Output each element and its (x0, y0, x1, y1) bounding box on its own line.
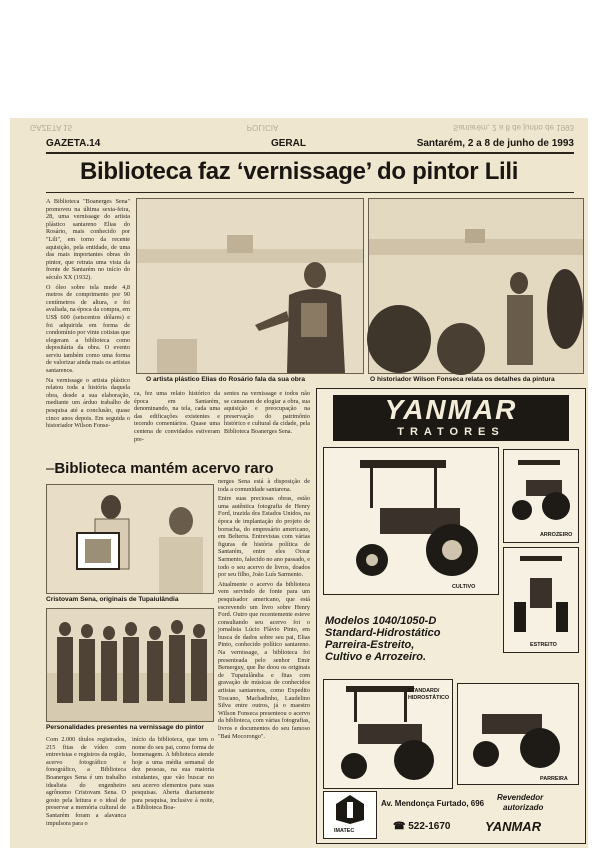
article-column-3: sentes na vernissage e todos não se cansaram de elogiar a obra, sua aquisição e preocupação na preservação do patrimônio histórico e cultural da cidade, pela Biblioteca Boanerges Sena. (224, 390, 310, 435)
models-line-2: Standard-Hidrostático (325, 627, 441, 639)
tractor-standard (323, 679, 453, 789)
models-line-3: Parreira-Estreito, (325, 639, 415, 651)
photo-artist (136, 198, 364, 374)
article-column-1 (46, 198, 130, 430)
article-paragraph: Na vernissage o artista plástico relatou toda a história daquela obra, desde a sua elaboração, mediante um árduo trabalho de pesquisa até a conclusão, quase cinco anos depois. Em seguida o historiador Wilson Fonse- (46, 376, 130, 430)
photo-personalities (46, 608, 214, 722)
photo-historian-image (369, 199, 583, 373)
article-paragraph: Atualmente o acervo da biblioteca vem servindo de fonte para um pesquisador americano, que está escrevendo um livro sobre Henry Ford. Outro que recentemente esteve consultando seu acervo foi o jornalista Lúcio Flávio Pinto, em busca de dados sobre seu pai, Elias Pinto, conhecido político santareno. Na vernissage, a biblioteca foi presenteada pelo senhor Emir Bemerguy, que lhe doou os originais de Tupaiulândia e fitas com gravação de músicas de conhecidos artistas santarenos, como Expedito Toscano, Machadinho, Laudelino Silva entre outros, já o maestro Wilson Fonseca presenteou o acervo da biblioteca, com várias fotografias, livros e documentos do seu famoso "Baú Mocorongo". (218, 580, 310, 740)
tractor-cultivo (323, 447, 499, 595)
article-column-2: ca, fez uma relato histórico da época em Santarém, denominando, na tela, cada uma das edificações existentes e tecendo comentários. Quase uma centena de convidados estiveram pre- (134, 390, 220, 443)
dealer-phone: ☎ 522-1670 (393, 821, 451, 832)
brand-subtitle: TRATORES (397, 426, 505, 438)
label-standard: STANDARD/ HIDROSTÁTICO (408, 688, 450, 701)
models-line-1: Modelos 1040/1050-D (325, 615, 437, 627)
article2-column-1: Com 2.000 títulos registrados, 215 fitas de vídeo com entrevistas e registros da região, acervo fotográfico e fonográfico, a Biblioteca Boanerges Sena é um trabalho idealista do engenheiro agrônomo Cristovam Sena. O gosto pela leitura e o ideal de preservar a memória cultural de Santarém foram a alavanca impulsora para o (46, 736, 126, 827)
article2-title-text: Biblioteca mantém acervo raro (54, 460, 274, 477)
tractor-estreito-image (504, 548, 578, 640)
label-estreito: ESTREITO (530, 642, 557, 648)
date-label: Santarém, 2 a 8 de junho de 1993 (416, 137, 574, 149)
bleed-through-right: Santarém, 2 a 8 de junho de 1993 (453, 123, 574, 132)
article2-column-2: início da biblioteca, que tem o nome do seu pai, como forma de homenagem. A biblioteca atende hoje a uma média semanal de dez pessoas, na sua maioria estudantes, que vão buscar no seu acervo elementos para suas pesquisas. Aberta diariamente para pesquisa, inclusive à noite, a Biblioteca Boa- (132, 736, 214, 812)
header-rule (46, 152, 574, 154)
dealer-phone-number: 522-1670 (408, 821, 451, 832)
article-paragraph: Entre suas preciosas obras, estão uma autêntica fotografia de Henry Ford, trazida dos Estados Unidos, na época de implantação do projeto de borracha, do empresário americano, em Belterra. Entrevistas com várias figuras de história política de Santarém, entre eles Ocear Sarmento, falecido no ano passado, e todo o seu acervo de livros, doados por seu filho, João Luís Sarmento. (218, 495, 310, 579)
models-line-4: Cultivo e Arrozeiro. (325, 651, 427, 663)
tractor-arrozeiro (503, 449, 579, 543)
yanmar-logo (333, 395, 569, 441)
photo-caption-historian: O historiador Wilson Fonseca relata os detalhes da pintura (370, 376, 555, 383)
photo-caption-artist: O artista plástico Elias do Rosário fala da sua obra (146, 376, 306, 383)
article2-column-3 (218, 478, 310, 844)
newspaper-page (10, 118, 588, 848)
page-title: Biblioteca faz ‘vernissage’ do pintor Lili (80, 158, 519, 185)
footer-brand: YANMAR (485, 819, 542, 834)
models-text (325, 615, 515, 663)
imatec-emblem (324, 792, 376, 826)
article-paragraph: A Biblioteca "Boanerges Sena" promoveu na última sexta-feira, 28, uma vernissage do artista plástico santareno Elias do Rosário, mais conhecido por "Lili", em torno da recente aquisição, pela entidade, de uma das mais importantes obras do pintor, que retrata uma vista da frente de Santarém no início do século XX (1932). (46, 198, 130, 281)
dealer-label-1: Revendedor (497, 793, 544, 802)
tractor-parreira-image (458, 684, 578, 776)
section-label: GERAL (270, 137, 306, 149)
imatec-logo-text: IMATEC (334, 828, 355, 834)
photo-caption-cristovam: Cristovam Sena, originais de Tupaiulândia (46, 596, 179, 603)
tractor-cultivo-image (324, 448, 498, 594)
brand-name: YANMAR (384, 394, 518, 425)
bleed-through-header (30, 122, 574, 132)
photo-historian (368, 198, 584, 374)
photo-caption-personalities: Personalidades presentes na vernissage do pintor (46, 724, 204, 731)
article-paragraph: nerges Sena está à disposição de toda a comunidade santarena. (218, 478, 310, 493)
label-parreira: PARREIRA (540, 776, 568, 782)
page-label: GAZETA.14 (46, 137, 101, 149)
label-arrozeiro: ARROZEIRO (540, 532, 573, 538)
label-cultivo: CULTIVO (452, 584, 476, 590)
photo-cristovam-image (47, 485, 213, 593)
photo-cristovam (46, 484, 214, 594)
tractor-arrozeiro-image (504, 450, 578, 532)
photo-personalities-image (47, 609, 213, 721)
dealer-label-2: autorizado (503, 803, 544, 812)
bleed-through-left: GAZETA 15 (30, 123, 73, 132)
headline-rule (46, 192, 574, 193)
running-header (46, 136, 574, 150)
article-paragraph: O óleo sobre tela mede 4,8 metros de comprimento por 90 centímetros de altura, e foi avaliada, na época da compra, em US$ 600 (seiscentos dólares) e foi adquirida em forma de condomínio por vinte cotistas que elegeram a biblioteca como depositária da obra. O evento serviu também como uma forma de valorizar ainda mais os artistas santarenos. (46, 283, 130, 375)
photo-artist-image (137, 199, 363, 373)
tractor-parreira (457, 683, 579, 785)
imatec-logo (323, 791, 377, 839)
article2-title: –Biblioteca mantém acervo raro (46, 460, 274, 477)
dealer-address: Av. Mendonça Furtado, 696 (381, 799, 485, 808)
yanmar-advertisement (316, 388, 586, 844)
bleed-through-center: POLICIA (246, 123, 279, 132)
